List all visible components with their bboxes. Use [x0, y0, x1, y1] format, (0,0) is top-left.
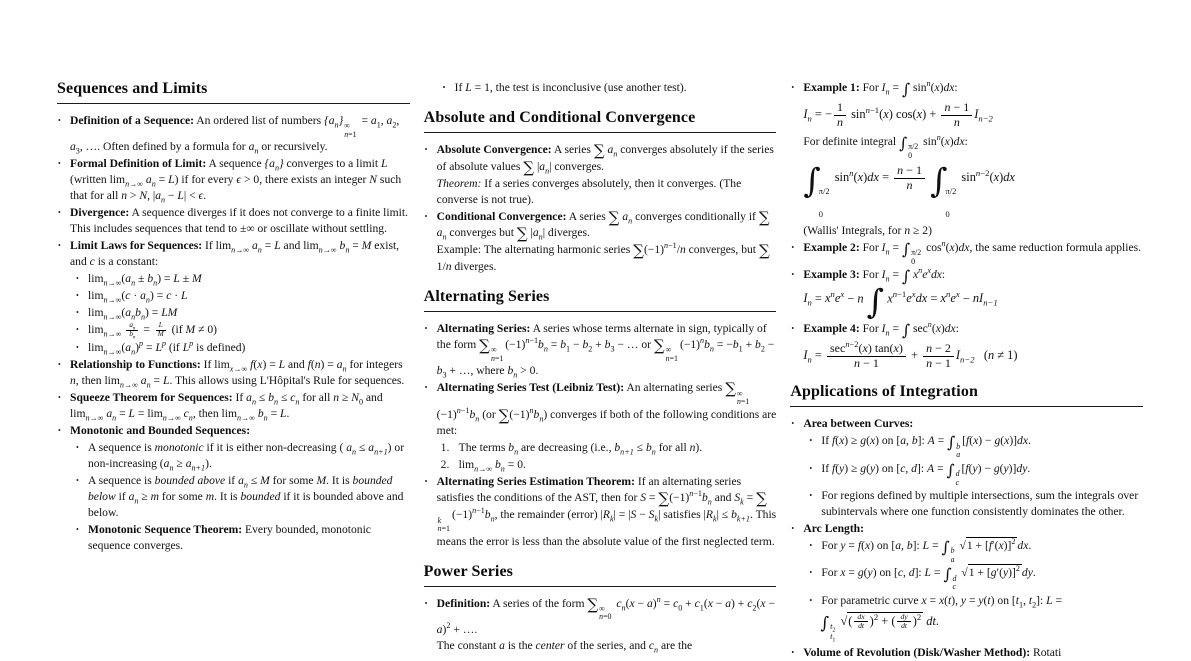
formula-line: $I_n$ = $\sec^{n-2}(x)$ tan(x) n − 1 + $\frac{n - 2}{n - 1}$ $I_{n-2}$ (n ≠ 1) [803, 339, 1018, 370]
section-heading: Absolute and Conditional Convergence [424, 109, 777, 133]
section-heading: Sequences and Limits [57, 80, 410, 104]
list-item: • Monotonic and Bounded Sequences: [57, 423, 410, 439]
formula-line: ∫ π/2 0 $\sin^n(x)dx$ = $\frac{n - 1}{n}$ ∫ π/2 0 $\sin^{n-2}(x)dx$ [803, 160, 1015, 219]
list-item: • A sequence is monotonic if it is either non-decreasing ( $a_n \le a_{n+1}$) or non-increasing $(a_n \ge a_{n+1})$. [75, 440, 410, 472]
list-item: • Definition: A series of the form ∑ ∞ n=0 $c_n(x - a)^n = c_0 + c_1(x - a) + c_2(x - a)^2$ + …. The constant a is the center of the series, and $c_n$ are the [424, 596, 777, 654]
list-item: • For x = g(y) on [c, d]: L = ∫ d c $√1 + [g'(y)]^2$ dy. [808, 565, 1143, 591]
list-item: • For y = f(x) on [a, b]: L = ∫ b a $√1 + [f'(x)]^2$ dx. [808, 538, 1143, 564]
list-item: • Example 2: For $I_n$ = ∫ π/2 0 $\cos^n(x)dx$, the same reduction formula applies. [790, 240, 1143, 266]
list-item: 2. $\lim_{n\to\infty} b_n = 0$. [440, 457, 777, 473]
list-item: • Alternating Series: A series whose terms alternate in sign, typically of the form ∑ ∞ n=1 $(-1)^{n-1}b_n = b_1 - b_2 + b_3$ − … or ∑ ∞ n=1 $(-1)^nb_n = -b_1 + b_2 - b_3$ + …, where $b_n > 0$. [424, 321, 777, 379]
column-middle [423, 79, 777, 655]
column-left [57, 79, 410, 626]
list-item: • If f(x) ≥ g(x) on [a, b]: A = ∫ b a [f(x) − g(x)]dx. [808, 433, 1143, 459]
list-item: • $\lim_{n\to\infty}$ $\frac{a_n}{b_n}$ = $\frac{L}{M}$ (if M ≠ 0) [75, 322, 410, 339]
list-item: • A sequence is bounded above if $a_n \le M$ for some M. It is bounded below if $a_n \ge m$ for some m. It is bounded if it is bounded above and below. [75, 473, 410, 521]
list-item: • $\lim_{n\to\infty}(a_n \pm b_n) = L \pm M$ [75, 271, 410, 287]
list-item: • Example 4: For $I_n$ = ∫ $\sec^n(x)dx$: [790, 321, 1143, 338]
list-item: • For parametric curve x = x(t), y = y(t) on [$t_1$, $t_2$]: L = [808, 593, 1143, 609]
list-item: • If f(y) ≥ g(y) on [c, d]: A = ∫ d c [f(y) − g(y)]dy. [808, 461, 1143, 487]
list-item: • Alternating Series Estimation Theorem: If an alternating series satisfies the conditions of the AST, then for $S = \sum(-1)^{n-1}b_n$ and $S_k$ = ∑ k n=1 $(-1)^{n-1}b_n$, the remainder (error) $|R_k| = |S - S_k|$ satisfies $|R_k| \le b_{k+1}$. This means the error is less than the absolute value of the first neglected term. [424, 474, 777, 549]
section-heading: Power Series [424, 563, 777, 587]
formula-line: (Wallis' Integrals, for n ≥ 2) [803, 223, 932, 237]
formula-line: $I_n = x^ne^x - n$ ∫ $x^{n-1}e^xdx = x^ne^x - nI_{n-1}$ [803, 282, 998, 322]
section-heading: Applications of Integration [790, 383, 1143, 407]
list-item: 1. The terms $b_n$ are decreasing (i.e., $b_{n+1} \le b_n$ for all n). [440, 440, 777, 456]
list-item: • Squeeze Theorem for Sequences: If $a_n \le b_n \le c_n$ for all $n \ge N_0$ and $\lim_{n\to\infty} a_n = L = \lim_{n\to\infty} c_n$, then $\lim_{n\to\infty} b_n = L$. [57, 390, 410, 422]
list-item: • Area between Curves: [790, 416, 1143, 432]
list-item: • If L = 1, the test is inconclusive (use another test). [442, 80, 777, 96]
list-item: • Monotonic Sequence Theorem: Every bounded, monotonic sequence converges. [75, 522, 410, 554]
section-heading: Alternating Series [424, 288, 777, 312]
list-item: • Alternating Series Test (Leibniz Test): An alternating series ∑ ∞ n=1 $(-1)^{n-1}b_n$ (or $\sum(-1)^nb_n$) converges if both of the following conditions are met: [424, 380, 777, 439]
list-item: • Divergence: A sequence diverges if it does not converge to a finite limit. This includes sequences that tend to ±∞ or oscillate without settling. [57, 205, 410, 237]
list-item: • $\lim_{n\to\infty}(a_n)^p = L^p$ (if $L^p$ is defined) [75, 340, 410, 356]
list-item: • Formal Definition of Limit: A sequence $\{a_n\}$ converges to a limit L (written $\lim_{n\to\infty} a_n = L$) if for every ϵ > 0, there exists an integer N such that for all n > N, $|a_n - L| < \epsilon$. [57, 156, 410, 204]
list-item: • Absolute Convergence: A series ∑ $a_n$ converges absolutely if the series of absolute values ∑ $|a_n|$ converges. Theorem: If a series converges absolutely, then it converges. (The converse is not true). [424, 142, 777, 208]
formula-line: For definite integral ∫ π/2 0 $\sin^n(x)dx$: [803, 132, 968, 160]
formula-line: $I_n$ = − $\frac{1}{n}$ $\sin^{n-1}(x) \cos(x)$ + $\frac{n - 1}{n}$ $I_{n-2}$ [803, 100, 993, 129]
list-item: • For regions defined by multiple intersections, sum the integrals over subintervals where one function consistently dominates the other. [808, 488, 1143, 520]
list-item: • Definition of a Sequence: An ordered list of numbers $\{a_n\}$ ∞ n=1 = $a_1$, $a_2$, $a_3$, …. Often defined by a formula for $a_n$ or recursively. [57, 113, 410, 155]
list-item: • Limit Laws for Sequences: If $\lim_{n\to\infty} a_n = L$ and $\lim_{n\to\infty} b_n = M$ exist, and c is a constant: [57, 238, 410, 270]
list-item: • Example 1: For $I_n$ = ∫ $\sin^n(x)dx$: [790, 80, 1143, 97]
list-item: • Arc Length: [790, 521, 1143, 537]
list-item: • Conditional Convergence: A series ∑ $a_n$ converges conditionally if ∑ $a_n$ converges but ∑ $|a_n|$ diverges. Example: The alternating harmonic series $\sum(-1)^{n-1}/n$ converges, but ∑ 1/n diverges. [424, 209, 777, 275]
column-right [790, 79, 1143, 659]
list-item: • $\lim_{n\to\infty}(a_nb_n)$ = LM [75, 305, 410, 321]
list-item: • Example 3: For $I_n$ = ∫ $x^ne^xdx$: [790, 267, 1143, 284]
list-item: • Volume of Revolution (Disk/Washer Method): Rotati [790, 645, 1143, 661]
list-item: • Relationship to Functions: If $\lim_{x\to\infty} f(x) = L$ and $f(n) = a_n$ for integers n, then $\lim_{n\to\infty} a_n = L$. This allows using L'Hôpital's Rule for sequences. [57, 357, 410, 389]
list-item: • $\lim_{n\to\infty}(c \cdot a_n) = c \cdot L$ [75, 288, 410, 304]
formula-line: ∫ $t_2$ $t_1$ √( $\frac{dx}{dt}$ )$^2$ + ( $\frac{dy}{dt}$ )$^2$ dt. [820, 611, 940, 644]
